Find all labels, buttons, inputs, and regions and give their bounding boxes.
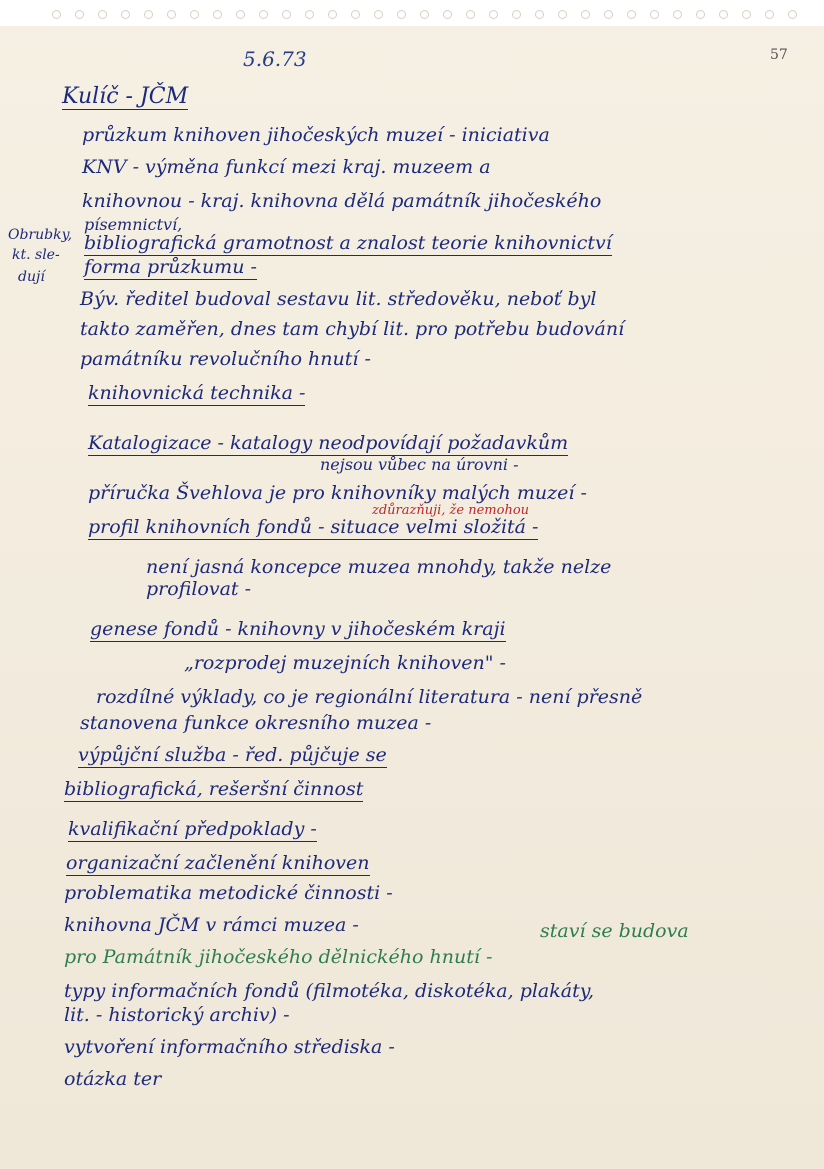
binding-hole xyxy=(788,10,797,19)
margin-note-line: kt. sle- xyxy=(12,247,60,263)
note-line-green: pro Památník jihočeského dělnického hnutí - xyxy=(64,946,493,968)
note-line: organizační začlenění knihoven xyxy=(66,852,370,874)
binding-hole xyxy=(397,10,406,19)
note-line: výpůjční služba - řed. půjčuje se xyxy=(78,744,387,766)
binding-hole xyxy=(121,10,130,19)
binding-hole xyxy=(604,10,613,19)
note-line: stanovena funkce okresního muzea - xyxy=(80,712,432,734)
note-line: průzkum knihoven jihočeských muzeí - iniciativa xyxy=(82,124,550,146)
binding-hole xyxy=(144,10,153,19)
note-line: rozdílné výklady, co je regionální literatura - není přesně xyxy=(96,686,643,708)
note-line: „rozprodej muzejních knihoven" - xyxy=(184,652,506,674)
note-line: KNV - výměna funkcí mezi kraj. muzeem a xyxy=(82,156,491,178)
binding-hole xyxy=(236,10,245,19)
note-line: bibliografická, rešeršní činnost xyxy=(64,778,364,800)
note-line: vytvoření informačního střediska - xyxy=(64,1036,395,1058)
note-line: knihovna JČM v rámci muzea - xyxy=(64,914,359,936)
note-line: příručka Švehlova je pro knihovníky malých muzeí - xyxy=(88,482,587,504)
note-line: profil knihovních fondů - situace velmi složitá - xyxy=(88,516,539,538)
binding-hole xyxy=(374,10,383,19)
binding-hole xyxy=(75,10,84,19)
binding-hole xyxy=(259,10,268,19)
binding-hole xyxy=(673,10,682,19)
note-line: písemnictví, xyxy=(84,215,183,234)
note-line: bibliografická gramotnost a znalost teorie knihovnictví xyxy=(84,232,612,254)
binding-hole xyxy=(765,10,774,19)
binding-hole xyxy=(535,10,544,19)
red-insertion: zdůrazňuji, že nemohou xyxy=(372,503,530,518)
binding-hole xyxy=(443,10,452,19)
page-title: Kulíč - JČM xyxy=(62,84,189,109)
binding-hole xyxy=(167,10,176,19)
binding-hole xyxy=(420,10,429,19)
note-line-green: staví se budova xyxy=(540,920,689,942)
margin-note-line: dují xyxy=(18,269,45,285)
note-line: takto zaměřen, dnes tam chybí lit. pro potřebu budování xyxy=(80,318,625,340)
binding-hole xyxy=(305,10,314,19)
note-line: profilovat - xyxy=(146,578,252,600)
binding-hole xyxy=(190,10,199,19)
binding-hole xyxy=(52,10,61,19)
binding-hole xyxy=(466,10,475,19)
binding-hole xyxy=(581,10,590,19)
note-line: forma průzkumu - xyxy=(84,256,257,278)
note-line: nejsou vůbec na úrovni - xyxy=(320,455,519,474)
binding-hole xyxy=(650,10,659,19)
binding-hole xyxy=(282,10,291,19)
binding-hole xyxy=(351,10,360,19)
note-line: lit. - historický archiv) - xyxy=(64,1004,290,1026)
binding-hole xyxy=(98,10,107,19)
binding-hole xyxy=(696,10,705,19)
binding-hole xyxy=(213,10,222,19)
note-line: problematika metodické činnosti - xyxy=(64,882,393,904)
note-line: památníku revolučního hnutí - xyxy=(80,348,371,370)
binding-hole xyxy=(627,10,636,19)
note-line: typy informačních fondů (filmotéka, diskotéka, plakáty, xyxy=(64,980,594,1002)
note-line: otázka ter xyxy=(64,1068,162,1090)
note-line: knihovnou - kraj. knihovna dělá památník jihočeského xyxy=(82,190,602,212)
margin-note-line: Obrubky, xyxy=(8,227,73,243)
note-line: kvalifikační předpoklady - xyxy=(68,818,317,840)
binding-hole xyxy=(558,10,567,19)
date: 5.6.73 xyxy=(243,47,307,71)
binding-hole xyxy=(512,10,521,19)
note-line: genese fondů - knihovny v jihočeském kraji xyxy=(90,618,506,640)
binding-hole xyxy=(328,10,337,19)
note-line: Býv. ředitel budoval sestavu lit. středověku, neboť byl xyxy=(80,288,597,310)
note-line: Katalogizace - katalogy neodpovídají požadavkům xyxy=(88,432,569,454)
binding-hole xyxy=(489,10,498,19)
binding-hole xyxy=(742,10,751,19)
binding-hole xyxy=(719,10,728,19)
note-line: knihovnická technika - xyxy=(88,382,306,404)
note-line: není jasná koncepce muzea mnohdy, takže nelze xyxy=(146,556,612,578)
page-number: 57 xyxy=(770,47,788,63)
